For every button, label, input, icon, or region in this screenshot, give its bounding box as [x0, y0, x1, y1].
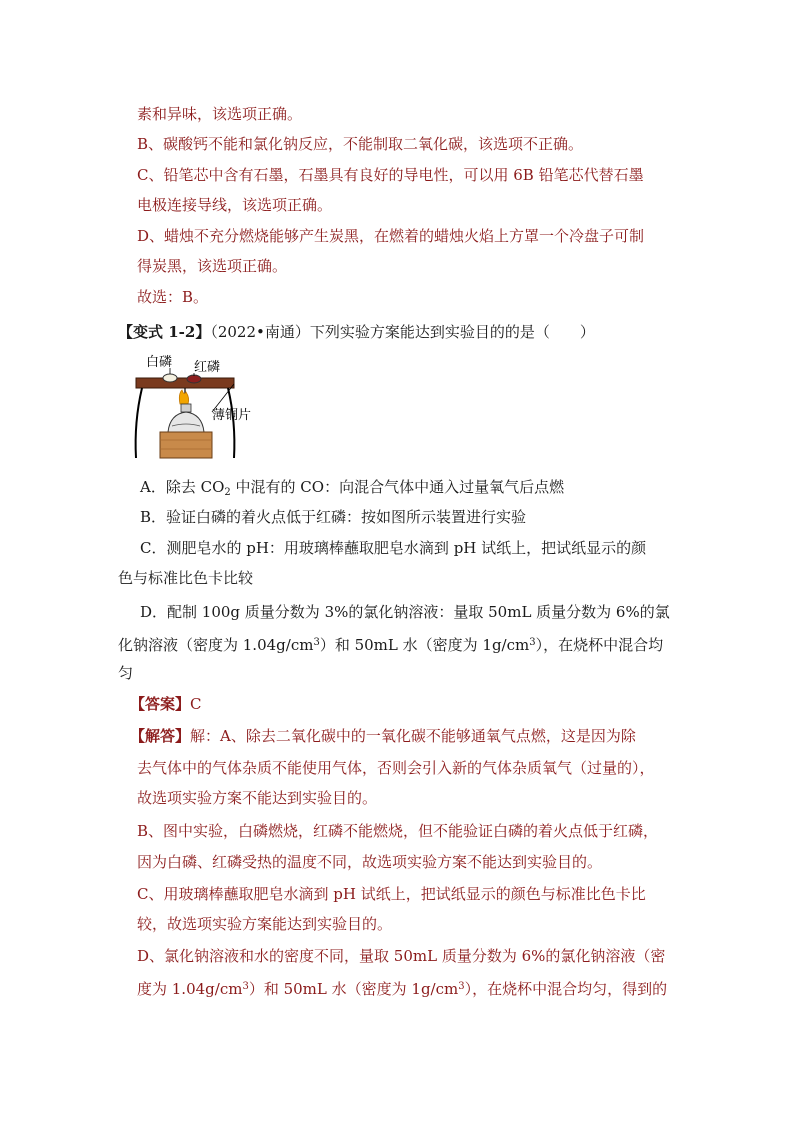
apparatus-figure — [132, 352, 262, 464]
analysis-d-line2-a: 度为 1.04g/cm — [137, 980, 243, 998]
analysis-a-line3: 故选项实验方案不能达到实验目的。 — [137, 789, 378, 807]
prev-conclusion: 故选：B。 — [137, 288, 209, 306]
wooden-block — [160, 432, 212, 458]
analysis-a-text: 解：A、除去二氧化碳中的一氧化碳不能够通氧气点燃，这是因为除 — [190, 727, 636, 745]
option-d-line2-b: ）和 50mL 水（密度为 1g/cm — [319, 636, 530, 654]
option-a-text: A．除去 CO — [140, 478, 225, 496]
tripod-leg-left — [136, 388, 142, 458]
white-phosphorus-label: 白磷 — [146, 355, 173, 370]
question-tag: 【变式 1-2】 — [118, 323, 211, 341]
tripod-leg-right — [228, 388, 234, 458]
apparatus-diagram — [132, 352, 262, 464]
copper-sheet — [136, 378, 234, 388]
analysis-d-line2-c: ），在烧杯中混合均匀，得到的 — [464, 980, 668, 998]
option-d-sup1: 3 — [313, 637, 320, 648]
prev-option-c-line1: C、铅笔芯中含有石墨，石墨具有良好的导电性，可以用 6B 铅笔芯代替石墨 — [137, 166, 644, 184]
analysis-d-line1: D、氯化钠溶液和水的密度不同，量取 50mL 质量分数为 6%的氯化钠溶液（密 — [137, 947, 666, 965]
red-phosphorus — [187, 375, 201, 383]
analysis-c-line1: C、用玻璃棒蘸取肥皂水滴到 pH 试纸上，把试纸显示的颜色与标准比色卡比 — [137, 885, 646, 903]
copper-sheet-label: 薄铜片 — [212, 408, 252, 423]
answer-line — [130, 694, 202, 714]
prev-option-b: B、碳酸钙不能和氯化钠反应，不能制取二氧化碳，该选项不正确。 — [137, 135, 584, 153]
red-phosphorus-label: 红磷 — [194, 360, 221, 375]
lamp-cap — [181, 404, 191, 412]
analysis-b-line1: B、图中实验，白磷燃烧，红磷不能燃烧，但不能验证白磷的着火点低于红磷， — [137, 822, 659, 840]
option-c-line2: 色与标准比色卡比较 — [118, 569, 254, 587]
analysis-a-line1 — [130, 726, 636, 746]
analysis-d-line2-b: ）和 50mL 水（密度为 1g/cm — [248, 980, 459, 998]
answer-value: C — [190, 695, 202, 713]
prev-option-d-line1: D、蜡烛不充分燃烧能够产生炭黑，在燃着的蜡烛火焰上方罩一个冷盘子可制 — [137, 227, 645, 245]
option-d-line1: D．配制 100g 质量分数为 3%的氯化钠溶液：量取 50mL 质量分数为 6%的氯 — [140, 603, 670, 621]
option-d-line2 — [118, 633, 663, 655]
option-d-line2-c: ），在烧杯中混合均 — [535, 636, 664, 654]
question-stem — [118, 322, 595, 342]
option-a-subscript: 2 — [224, 487, 231, 498]
analysis-c-line2: 较，故选项实验方案能达到实验目的。 — [137, 915, 393, 933]
question-text: （2022•南通）下列实验方案能达到实验目的的是（ ） — [210, 323, 595, 341]
analysis-d-sup2: 3 — [458, 981, 465, 992]
option-d-line3: 匀 — [118, 664, 134, 682]
analysis-b-line2: 因为白磷、红磷受热的温度不同，故选项实验方案不能达到实验目的。 — [137, 853, 603, 871]
analysis-tag: 【解答】 — [130, 727, 191, 745]
prev-option-d-line2: 得炭黑，该选项正确。 — [137, 257, 288, 275]
prev-line-tail: 素和异味，该选项正确。 — [137, 105, 303, 123]
option-c-line1: C．测肥皂水的 pH：用玻璃棒蘸取肥皂水滴到 pH 试纸上，把试纸显示的颜 — [140, 539, 647, 557]
option-d-line2-a: 化钠溶液（密度为 1.04g/cm — [118, 636, 314, 654]
option-a — [140, 477, 564, 503]
flame — [179, 390, 188, 404]
option-d-sup2: 3 — [529, 637, 536, 648]
alcohol-lamp — [168, 412, 204, 432]
prev-option-c-line2: 电极连接导线，该选项正确。 — [137, 196, 333, 214]
analysis-a-line2: 去气体中的气体杂质不能使用气体，否则会引入新的气体杂质氧气（过量的）， — [137, 759, 655, 777]
option-a-text-tail: 中混有的 CO：向混合气体中通入过量氧气后点燃 — [230, 478, 565, 496]
option-b: B．验证白磷的着火点低于红磷：按如图所示装置进行实验 — [140, 508, 527, 526]
analysis-d-sup1: 3 — [242, 981, 249, 992]
analysis-d-line2 — [137, 977, 667, 999]
answer-tag: 【答案】 — [130, 695, 191, 713]
white-phosphorus — [163, 374, 177, 382]
